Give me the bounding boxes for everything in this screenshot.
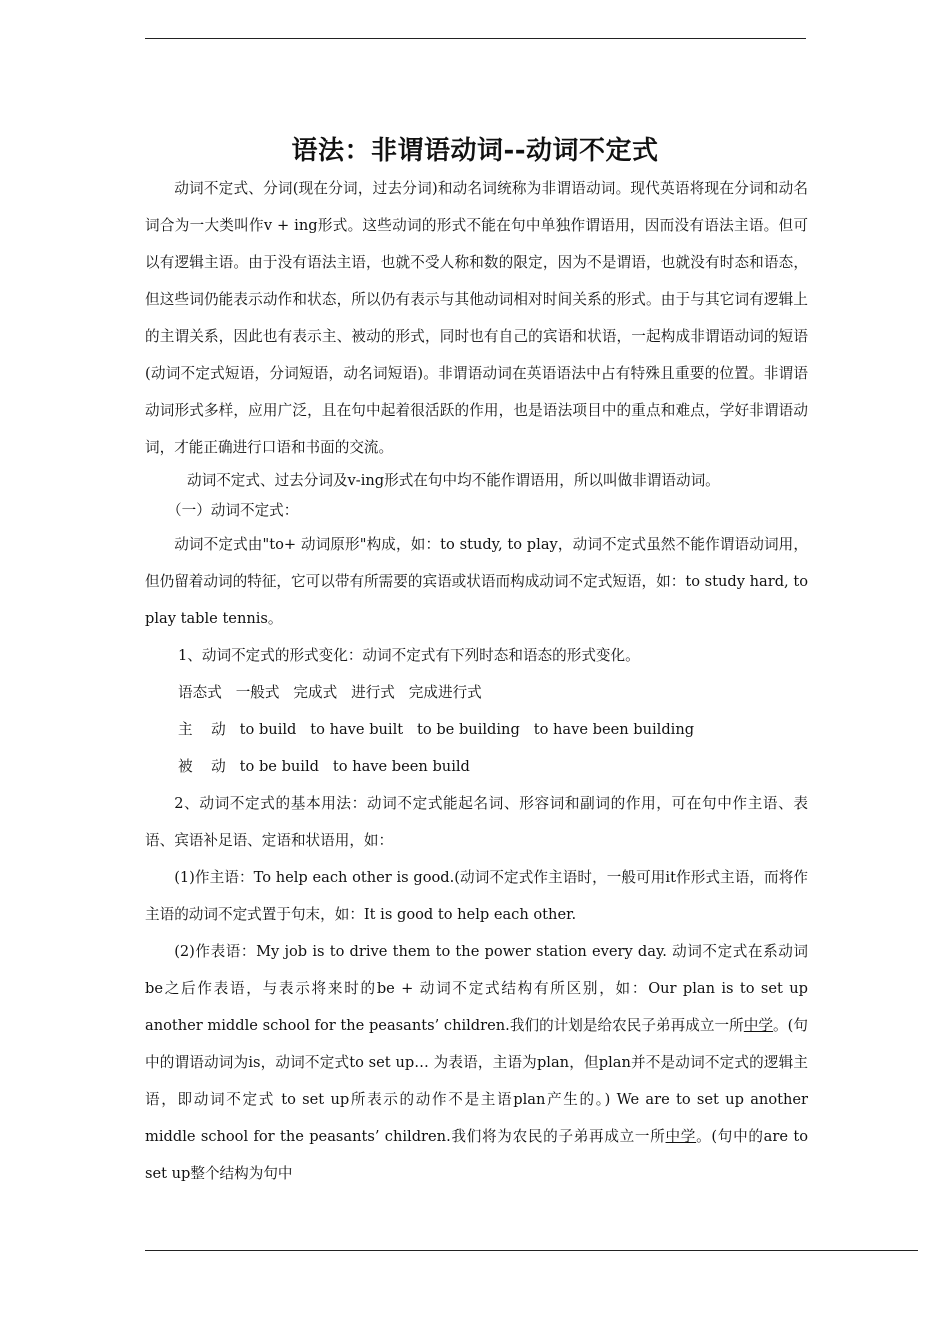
definition-paragraph: 动词不定式由"to+ 动词原形"构成，如：to study, to play，动词不定式虽然不能作谓语动词用，但仍留着动词的特征，它可以带有所需要的宾语或状语而构成动词不定式短语，如：to study hard, to play table tennis。 <box>145 536 808 627</box>
page-title: 语法：非谓语动词--动词不定式 <box>291 136 659 166</box>
forms-intro: 1、动词不定式的形式变化：动词不定式有下列时态和语态的形式变化。 <box>178 647 640 664</box>
underlined-word-2: 中学 <box>665 1128 697 1145</box>
underlined-word-1: 中学 <box>743 1017 774 1034</box>
forms-header-row: 语态式 一般式 完成式 进行式 完成进行式 <box>178 684 482 701</box>
subject-usage-paragraph: (1)作主语：To help each other is good.(动词不定式作主语时，一般可用it作形式主语，而将作主语的动词不定式置于句末，如：It is good to help each other. <box>145 869 808 923</box>
usage-paragraph: 2、动词不定式的基本用法：动词不定式能起名词、形容词和副词的作用，可在句中作主语、表语、宾语补足语、定语和状语用，如： <box>145 795 808 849</box>
predicative-text-1: (2)作表语：My job is to drive them to the power station every day. 动词不定式在系动词be之后作表语，与表示将来时的be + 动词不定式结构有所区别，如：Our plan is to set up another middle school for the peasants’ children.我们的计划是给农民子弟再成立一所 <box>145 943 808 1034</box>
section-heading: （一）动词不定式： <box>167 502 299 519</box>
summary-paragraph: 动词不定式、过去分词及v-ing形式在句中均不能作谓语用，所以叫做非谓语动词。 <box>187 472 720 489</box>
forms-passive-row: 被 动 to be build to have been build <box>178 758 470 775</box>
header-rule <box>145 38 806 39</box>
predicative-text-2: 。(句中的谓语动词为is，动词不定式to set up… 为表语，主语为plan，但plan并不是动词不定式的逻辑主语，即动词不定式 to set up所表示的动作不是主语plan产生的。) We are to set up another middle school for the peasants’ children.我们将为农民的子弟再成立一所 <box>145 1017 808 1145</box>
predicative-text-3: 。(句中的are to set up整个结构为句中 <box>145 1128 808 1182</box>
predicative-usage-paragraph <box>145 933 808 1192</box>
footer-rule <box>145 1250 918 1251</box>
intro-paragraph: 动词不定式、分词(现在分词，过去分词)和动名词统称为非谓语动词。现代英语将现在分词和动名词合为一大类叫作v + ing形式。这些动词的形式不能在句中单独作谓语用，因而没有语法主语。但可以有逻辑主语。由于没有语法主语，也就不受人称和数的限定，因为不是谓语，也就没有时态和语态，但这些词仍能表示动作和状态，所以仍有表示与其他动词相对时间关系的形式。由于与其它词有逻辑上的主谓关系，因此也有表示主、被动的形式，同时也有自己的宾语和状语，一起构成非谓语动词的短语(动词不定式短语，分词短语，动名词短语)。非谓语动词在英语语法中占有特殊且重要的位置。非谓语动词形式多样，应用广泛，且在句中起着很活跃的作用，也是语法项目中的重点和难点，学好非谓语动词，才能正确进行口语和书面的交流。 <box>145 180 808 456</box>
document-body <box>145 170 808 1192</box>
forms-active-row: 主 动 to build to have built to be building to have been building <box>178 721 695 738</box>
